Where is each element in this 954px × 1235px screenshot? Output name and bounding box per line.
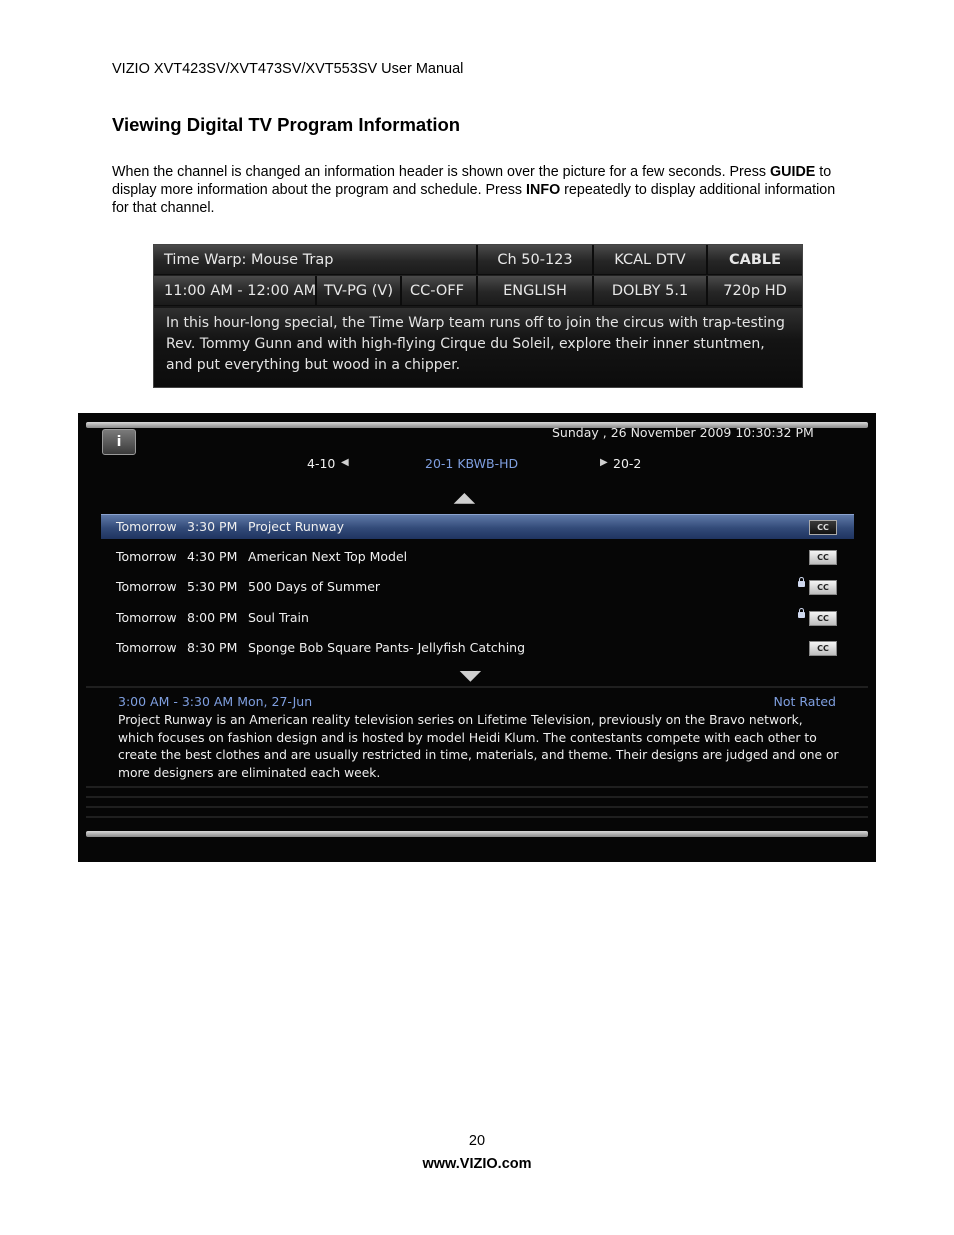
guide-key: GUIDE xyxy=(770,164,816,180)
banner-description: In this hour-long special, the Time Warp team runs off to join the circus with trap-testing Rev. Tommy Gunn and with high-flying Cirque du Soleil, explore their inner stuntmen, and put everything but wood in a chipper. xyxy=(154,308,802,387)
intro-text-2: to display more information about the program and schedule. Press xyxy=(112,164,832,198)
cc-icon: CC xyxy=(809,520,837,535)
program-title: Soul Train xyxy=(248,609,309,625)
cc-icon: CC xyxy=(809,611,837,626)
cc-icon: CC xyxy=(809,641,837,656)
divider xyxy=(86,686,868,688)
document-header: VIZIO XVT423SV/XVT473SV/XVT553SV User Manual xyxy=(112,61,464,77)
banner-channel: Ch 50-123 xyxy=(478,245,594,275)
program-row[interactable] xyxy=(101,514,854,539)
detail-time: 3:00 AM - 3:30 AM Mon, 27-Jun xyxy=(118,694,313,709)
program-time: 3:30 PM xyxy=(187,519,238,534)
right-arrow-icon[interactable]: ▶ xyxy=(600,457,608,468)
program-day: Tomorrow xyxy=(116,579,177,594)
program-title: American Next Top Model xyxy=(248,548,408,564)
cc-icon: CC xyxy=(809,550,837,565)
banner-source: CABLE xyxy=(708,245,802,275)
detail-rating: Not Rated xyxy=(773,694,836,709)
lock-icon xyxy=(798,612,805,618)
program-time: 5:30 PM xyxy=(187,579,238,594)
program-title: Sponge Bob Square Pants- Jellyfish Catching xyxy=(248,640,526,655)
info-key: INFO xyxy=(526,182,561,198)
program-day: Tomorrow xyxy=(116,609,177,625)
program-title: 500 Days of Summer xyxy=(248,579,381,594)
program-row[interactable] xyxy=(101,545,854,569)
program-time: 8:00 PM xyxy=(187,609,238,625)
banner-resolution: 720p HD xyxy=(708,276,802,306)
guide-datetime: Sunday , 26 November 2009 10:30:32 PM xyxy=(552,425,814,440)
intro-text-1: When the channel is changed an information header is shown over the picture for a few seconds. Press xyxy=(112,164,771,180)
program-guide-screen xyxy=(78,413,876,862)
banner-cc: CC-OFF xyxy=(402,276,478,306)
bottom-rail xyxy=(86,831,868,837)
detail-description: Project Runway is an American reality television series on Lifetime Television, previously on the Bravo network, which focuses on fashion design and is hosted by model Heidi Klum. The contestants compete with each other to create the best clothes and are usually restricted in time, materials, and theme. Their designs are judged and one or more designers are eliminated each week. xyxy=(118,713,839,780)
program-day: Tomorrow xyxy=(116,640,177,655)
banner-time-range: 11:00 AM - 12:00 AM xyxy=(154,276,317,306)
scroll-down-icon[interactable]: ▼ xyxy=(459,668,482,684)
info-icon[interactable]: i xyxy=(102,429,136,455)
scroll-up-icon[interactable]: ▲ xyxy=(453,490,476,506)
prev-channel[interactable]: 4-10 xyxy=(307,456,336,471)
section-title: Viewing Digital TV Program Information xyxy=(112,114,461,135)
left-arrow-icon[interactable]: ◀ xyxy=(341,457,349,468)
program-time: 8:30 PM xyxy=(187,640,238,655)
divider xyxy=(86,816,868,818)
program-day: Tomorrow xyxy=(116,548,177,564)
banner-audio: DOLBY 5.1 xyxy=(594,276,708,306)
program-row[interactable] xyxy=(101,606,854,630)
divider xyxy=(86,806,868,808)
cc-icon: CC xyxy=(809,580,837,595)
banner-program-title: Time Warp: Mouse Trap xyxy=(154,245,478,275)
program-day: Tomorrow xyxy=(116,519,177,534)
footer-url: www.VIZIO.com xyxy=(422,1156,532,1172)
program-row[interactable] xyxy=(101,575,854,599)
next-channel[interactable]: 20-2 xyxy=(613,456,642,471)
banner-rating: TV-PG (V) xyxy=(317,276,402,306)
channel-info-banner xyxy=(153,244,803,388)
banner-station: KCAL DTV xyxy=(594,245,708,275)
program-row[interactable] xyxy=(101,636,854,660)
intro-text-3: repeatedly to display additional information for that channel. xyxy=(112,182,836,216)
divider xyxy=(86,786,868,788)
divider xyxy=(86,796,868,798)
intro-paragraph xyxy=(112,163,842,217)
page-number: 20 xyxy=(468,1133,486,1149)
current-channel: 20-1 KBWB-HD xyxy=(425,456,519,471)
banner-language: ENGLISH xyxy=(478,276,594,306)
lock-icon xyxy=(798,581,805,587)
program-time: 4:30 PM xyxy=(187,548,238,564)
program-title: Project Runway xyxy=(248,519,344,534)
